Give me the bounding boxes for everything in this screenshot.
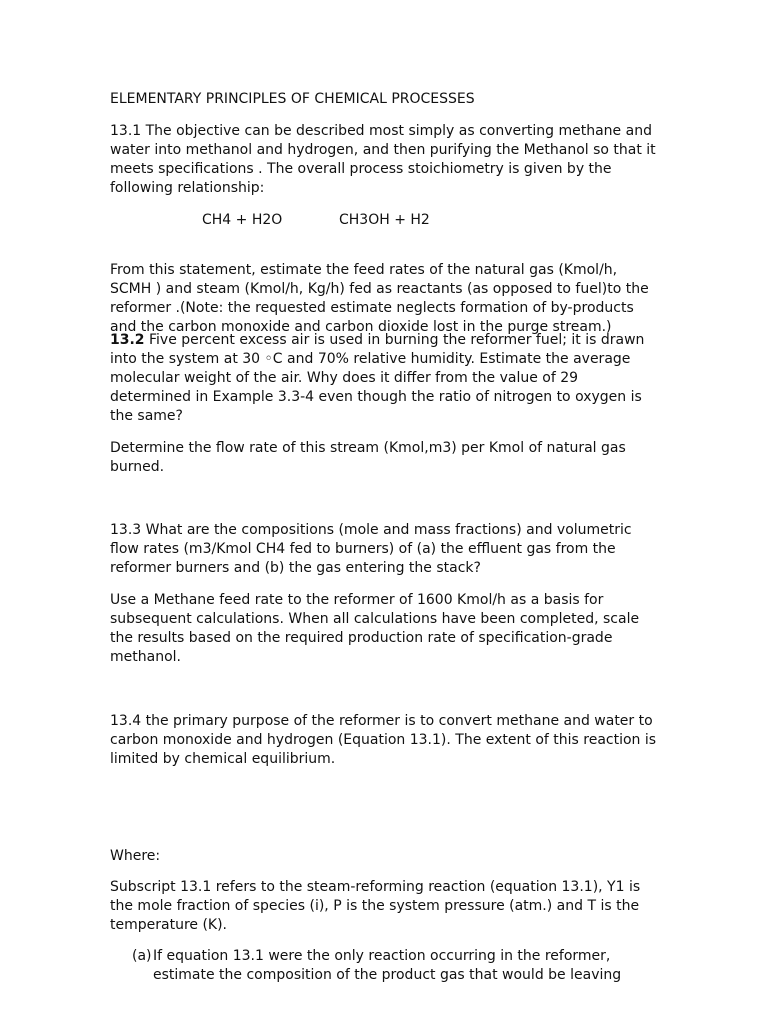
question-13-3-paragraph: 13.3 What are the compositions (mole and mass fractions) and volumetric flow rates (m3/Kmol CH4 fed to burners) of (a) the effluent gas from the reformer burners and (b) the gas entering the stack?	[110, 522, 632, 576]
stoichiometry-equation	[202, 211, 602, 230]
question-13-3-followup: Use a Methane feed rate to the reformer of 1600 Kmol/h as a basis for subsequent calculations. When all calculations have been completed, scale the results based on the required production rate of specification-grade methanol.	[110, 592, 640, 665]
equation-products: CH3OH + H2	[339, 212, 430, 228]
subscript-note: Subscript 13.1 refers to the steam-reforming reaction (equation 13.1), Y1 is the mole fraction of species (i), P is the system pressure (atm.) and T is the temperature (K).	[110, 879, 641, 933]
question-13-1-followup: From this statement, estimate the feed rates of the natural gas (Kmol/h, SCMH ) and steam (Kmol/h, Kg/h) fed as reactants (as opposed to fuel)to the reformer .(Note: the requested estimate neglects formation of by-products and the carbon monoxide and carbon dioxide lost in the purge stream.)	[110, 262, 649, 335]
question-13-2-followup: Determine the flow rate of this stream (Kmol,m3) per Kmol of natural gas burned.	[110, 440, 626, 475]
equation-reactants: CH4 + H2O	[202, 212, 283, 228]
where-label: Where:	[110, 848, 161, 864]
question-13-2-paragraph	[110, 331, 658, 426]
question-13-2-text: Five percent excess air is used in burning the reformer fuel; it is drawn into the system at 30 ◦C and 70% relative humidity. Estimate the average molecular weight of the air. Why does it differ from the value of 29 determined in Example 3.3-4 even though the ratio of nitrogen to oxygen is the same?	[110, 332, 645, 424]
question-13-1-paragraph: 13.1 The objective can be described most simply as converting methane and water into methanol and hydrogen, and then purifying the Methanol so that it meets specifications . The overall process stoichiometry is given by the following relationship:	[110, 123, 656, 196]
question-13-4-paragraph: 13.4 the primary purpose of the reformer is to convert methane and water to carbon monoxide and hydrogen (Equation 13.1). The extent of this reaction is limited by chemical equilibrium.	[110, 713, 657, 767]
question-13-2-number: 13.2	[110, 332, 145, 348]
list-item-a-text: If equation 13.1 were the only reaction occurring in the reformer, estimate the composition of the product gas that would be leaving	[153, 948, 622, 983]
list-item-a	[132, 947, 652, 985]
list-item-a-marker: (a)	[132, 948, 152, 964]
document-title: ELEMENTARY PRINCIPLES OF CHEMICAL PROCESSES	[110, 91, 475, 107]
